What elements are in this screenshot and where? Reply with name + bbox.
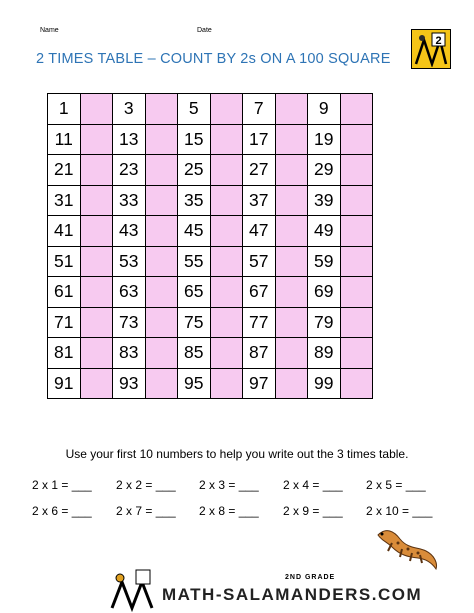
grid-cell-number: 39: [308, 185, 341, 216]
grid-cell-number: 19: [308, 124, 341, 155]
grid-cell-number: 85: [178, 338, 211, 369]
name-label: Name: [40, 27, 59, 34]
equation-1: 2 x 1 = ___: [32, 478, 92, 492]
grid-cell-number: 31: [48, 185, 81, 216]
grid-cell-number: 47: [243, 216, 276, 247]
grid-cell-number: 79: [308, 307, 341, 338]
grid-row: [48, 94, 373, 125]
grid-cell-shaded: [80, 307, 113, 338]
grid-cell-number: 77: [243, 307, 276, 338]
grid-cell-number: 11: [48, 124, 81, 155]
grid-row: [48, 155, 373, 186]
grid-cell-shaded: [210, 338, 243, 369]
grid-cell-number: 25: [178, 155, 211, 186]
grid-cell-number: 55: [178, 246, 211, 277]
grid-cell-number: 41: [48, 216, 81, 247]
grid-cell-shaded: [210, 155, 243, 186]
grid-cell-shaded: [340, 124, 373, 155]
hundred-square: [47, 93, 373, 399]
footer-salamander-logo: [108, 568, 160, 612]
grid-cell-shaded: [80, 94, 113, 125]
grid-cell-shaded: [275, 307, 308, 338]
grid-cell-shaded: [80, 338, 113, 369]
equation-7: 2 x 7 = ___: [116, 504, 176, 518]
grid-cell-number: 69: [308, 277, 341, 308]
grid-cell-number: 9: [308, 94, 341, 125]
grid-cell-number: 13: [113, 124, 146, 155]
grid-cell-shaded: [340, 185, 373, 216]
grid-cell-number: 61: [48, 277, 81, 308]
grid-cell-shaded: [275, 124, 308, 155]
grid-cell-number: 99: [308, 368, 341, 399]
grid-cell-shaded: [210, 185, 243, 216]
grid-cell-shaded: [210, 124, 243, 155]
grid-cell-shaded: [340, 155, 373, 186]
grid-cell-shaded: [145, 307, 178, 338]
equation-4: 2 x 4 = ___: [283, 478, 343, 492]
grid-cell-number: 87: [243, 338, 276, 369]
grid-cell-number: 63: [113, 277, 146, 308]
grid-row: [48, 124, 373, 155]
grid-cell-number: 73: [113, 307, 146, 338]
grid-cell-number: 21: [48, 155, 81, 186]
salamander-illustration: [372, 525, 442, 573]
grid-cell-shaded: [145, 216, 178, 247]
grid-cell-number: 5: [178, 94, 211, 125]
grid-cell-shaded: [275, 277, 308, 308]
grid-row: [48, 277, 373, 308]
grid-cell-shaded: [340, 246, 373, 277]
grid-cell-number: 97: [243, 368, 276, 399]
grid-cell-number: 49: [308, 216, 341, 247]
grid-cell-shaded: [80, 246, 113, 277]
grid-cell-number: 59: [308, 246, 341, 277]
grid-cell-shaded: [80, 185, 113, 216]
site-name: MATH-SALAMANDERS.COM: [162, 585, 423, 604]
grid-cell-shaded: [340, 338, 373, 369]
grid-cell-number: 51: [48, 246, 81, 277]
grid-cell-shaded: [210, 94, 243, 125]
grid-cell-shaded: [275, 216, 308, 247]
grid-cell-number: 1: [48, 94, 81, 125]
grid-cell-number: 27: [243, 155, 276, 186]
grid-cell-shaded: [275, 246, 308, 277]
grid-cell-number: 37: [243, 185, 276, 216]
equation-3: 2 x 3 = ___: [199, 478, 259, 492]
grid-cell-shaded: [340, 94, 373, 125]
grid-cell-number: 57: [243, 246, 276, 277]
grid-row: [48, 246, 373, 277]
grid-cell-number: 75: [178, 307, 211, 338]
grid-cell-number: 83: [113, 338, 146, 369]
grid-cell-shaded: [210, 277, 243, 308]
salamander-logo-badge: [411, 29, 451, 69]
logo-badge-number: 2: [435, 35, 442, 47]
equation-9: 2 x 9 = ___: [283, 504, 343, 518]
page-title: 2 TIMES TABLE – COUNT BY 2s ON A 100 SQUARE: [36, 51, 391, 67]
equation-2: 2 x 2 = ___: [116, 478, 176, 492]
grid-cell-number: 67: [243, 277, 276, 308]
grid-cell-number: 95: [178, 368, 211, 399]
grid-cell-shaded: [145, 338, 178, 369]
grid-cell-shaded: [80, 155, 113, 186]
grid-cell-number: 7: [243, 94, 276, 125]
grid-cell-number: 43: [113, 216, 146, 247]
grid-cell-number: 71: [48, 307, 81, 338]
equation-5: 2 x 5 = ___: [366, 478, 426, 492]
grid-cell-number: 91: [48, 368, 81, 399]
grid-cell-shaded: [275, 94, 308, 125]
grid-cell-shaded: [80, 124, 113, 155]
grid-cell-number: 29: [308, 155, 341, 186]
grid-cell-shaded: [340, 307, 373, 338]
grid-row: [48, 185, 373, 216]
grid-cell-number: 45: [178, 216, 211, 247]
grid-row: [48, 338, 373, 369]
grid-cell-shaded: [210, 368, 243, 399]
equation-10: 2 x 10 = ___: [366, 504, 433, 518]
grid-cell-number: 17: [243, 124, 276, 155]
grid-cell-shaded: [340, 216, 373, 247]
equation-8: 2 x 8 = ___: [199, 504, 259, 518]
grid-cell-shaded: [275, 368, 308, 399]
date-label: Date: [197, 27, 212, 34]
grade-label: 2ND GRADE: [285, 574, 336, 581]
grid-cell-shaded: [80, 368, 113, 399]
grid-cell-shaded: [145, 246, 178, 277]
grid-cell-shaded: [275, 185, 308, 216]
grid-cell-shaded: [275, 155, 308, 186]
grid-cell-number: 35: [178, 185, 211, 216]
grid-cell-shaded: [210, 246, 243, 277]
grid-cell-number: 53: [113, 246, 146, 277]
equation-6: 2 x 6 = ___: [32, 504, 92, 518]
grid-cell-number: 65: [178, 277, 211, 308]
grid-cell-number: 23: [113, 155, 146, 186]
grid-cell-shaded: [340, 368, 373, 399]
grid-cell-shaded: [145, 368, 178, 399]
grid-row: [48, 307, 373, 338]
grid-cell-number: 93: [113, 368, 146, 399]
grid-cell-shaded: [340, 277, 373, 308]
grid-cell-number: 33: [113, 185, 146, 216]
grid-cell-shaded: [210, 216, 243, 247]
grid-cell-number: 3: [113, 94, 146, 125]
instruction-text: Use your first 10 numbers to help you write out the 3 times table.: [65, 447, 409, 461]
salamander-badge-icon: [412, 30, 449, 67]
grid-cell-shaded: [145, 277, 178, 308]
grid-cell-shaded: [145, 185, 178, 216]
grid-cell-shaded: [145, 124, 178, 155]
grid-cell-number: 89: [308, 338, 341, 369]
grid-cell-shaded: [275, 338, 308, 369]
grid-row: [48, 216, 373, 247]
grid-cell-shaded: [80, 216, 113, 247]
grid-cell-shaded: [145, 155, 178, 186]
grid-cell-number: 81: [48, 338, 81, 369]
grid-row: [48, 368, 373, 399]
grid-cell-number: 15: [178, 124, 211, 155]
grid-cell-shaded: [145, 94, 178, 125]
grid-cell-shaded: [80, 277, 113, 308]
grid-cell-shaded: [210, 307, 243, 338]
